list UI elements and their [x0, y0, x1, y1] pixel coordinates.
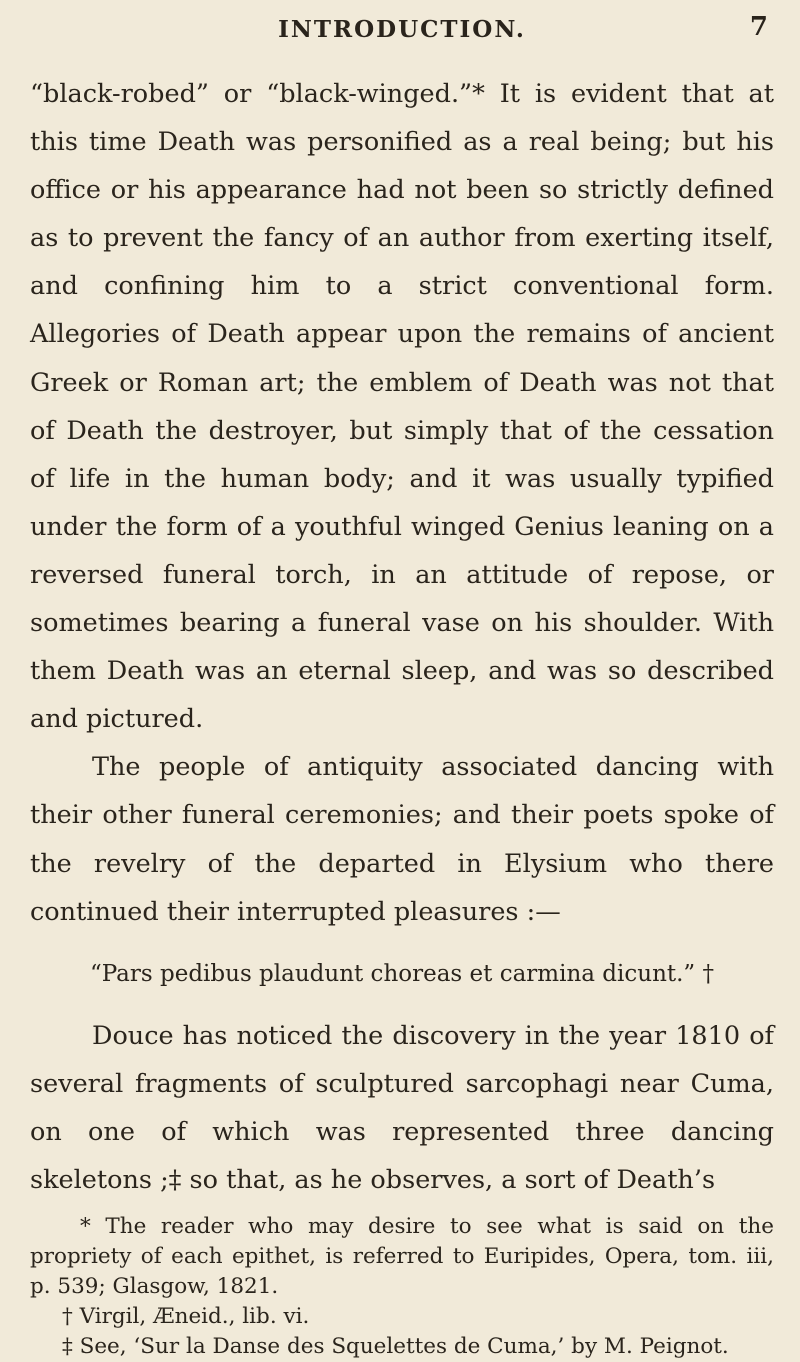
footnote-asterisk: * The reader who may desire to see what is said on the propriety of each epithet, is referred to Euripides, Opera, tom. iii, p. 539; Glasgow, 1821. [30, 1214, 774, 1300]
page-number: 7 [749, 12, 768, 42]
body-text [30, 70, 774, 1204]
paragraph-3: Douce has noticed the discovery in the year 1810 of several fragments of sculptured sarcophagi near Cuma, on one of which was represented three dancing skeletons ;‡ so that, as he observes, a sort of Death’s [30, 1020, 774, 1195]
footnotes [30, 1212, 774, 1362]
paragraph-1: “black-robed” or “black-winged.”* It is evident that at this time Death was personified as a real being; but his office or his appearance had not been so strictly defined as to prevent the fancy of an author from exerting itself, and confining him to a strict conventional form. Allegories of Death appear upon the remains of ancient Greek or Roman art; the emblem of Death was not that of Death the destroyer, but simply that of the cessation of life in the human body; and it was usually typified under the form of a youthful winged Genius leaning on a reversed funeral torch, in an attitude of repose, or sometimes bearing a funeral vase on his shoulder. With them Death was an eternal sleep, and was so described and pictured. [30, 79, 774, 735]
paragraph-2: The people of antiquity associated dancing with their other funeral ceremonies; and their poets spoke of the revelry of the departed in Elysium who there continued their interrupted pleasures :— [30, 752, 774, 927]
footnote-double-dagger: ‡ See, ‘Sur la Danse des Squelettes de Cuma,’ by M. Peignot. [62, 1334, 729, 1360]
latin-quotation: “Pars pedibus plaudunt choreas et carmina dicunt.” † [89, 960, 715, 987]
running-title: INTRODUCTION. [278, 16, 526, 43]
running-head [30, 0, 774, 50]
footnote-dagger: † Virgil, Æneid., lib. vi. [62, 1304, 310, 1330]
